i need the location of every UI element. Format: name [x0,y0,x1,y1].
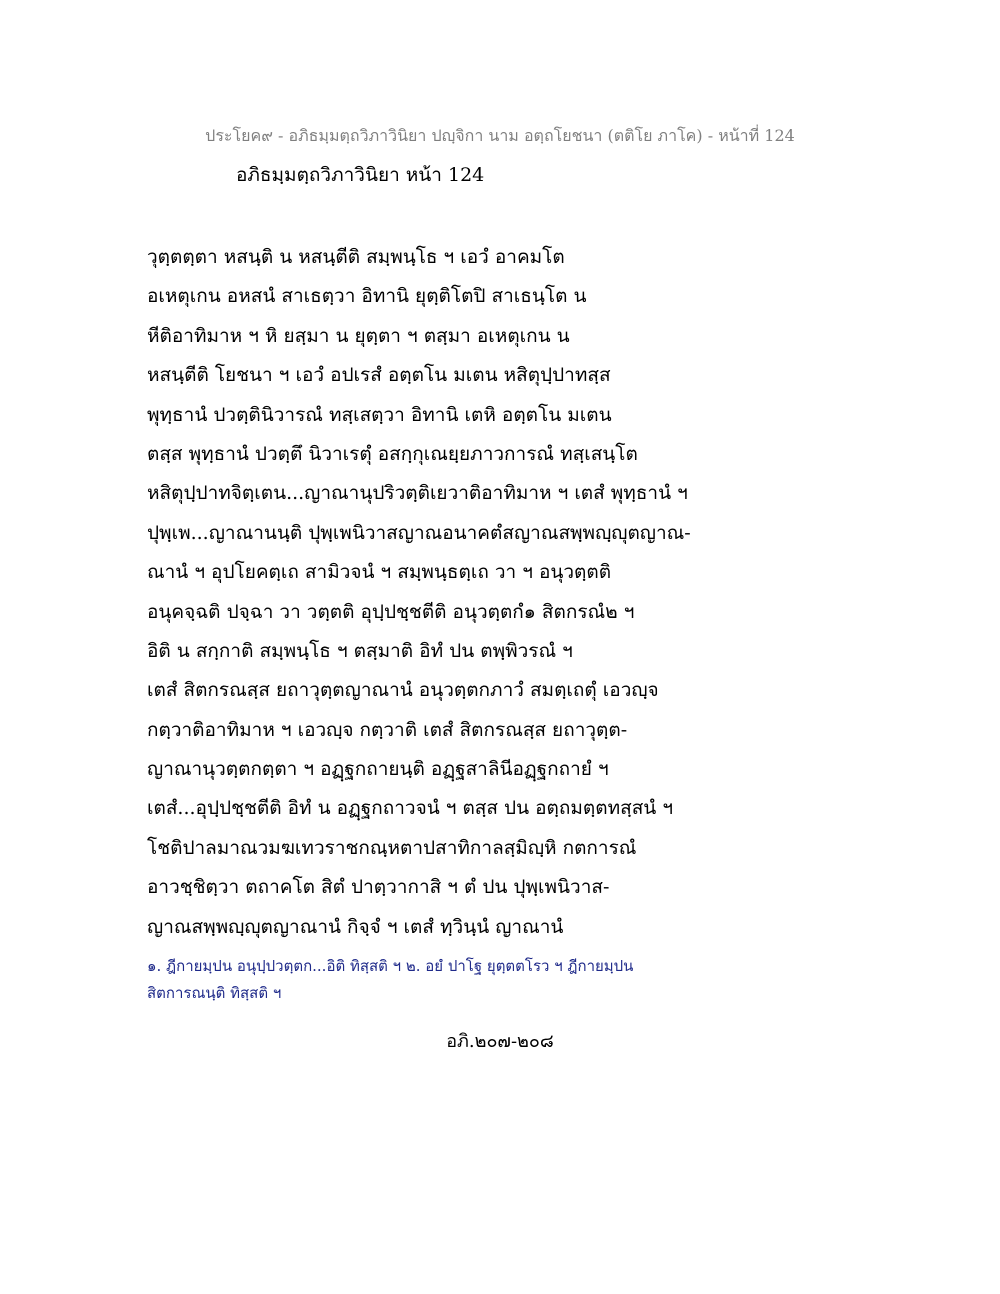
body-line: อเหตุเกน อหสนํ สาเธตฺวา อิทานิ ยุตฺติโตปิ สาเธนฺโต น [147,285,587,308]
body-line: วุตฺตตฺตา หสนฺติ น หสนฺตีติ สมฺพนฺโธ ฯ เอวํ อาคมโต [147,246,565,268]
body-line: โชติปาลมาณวมฆเทวราชกณฺหตาปสาทิกาลสฺมิญฺหิ กตการณํ [147,836,637,859]
body-line: ตสฺส พุทฺธานํ ปวตฺตึ นิวาเรตุํ อสกฺกุเณยฺยภาวการณํ ทสฺเสนฺโต [147,442,638,465]
footnote-line: ๑. ฎีกายมฺปน อนุปฺปวตฺตก...อิติ ทิสฺสติ ฯ ๒. อยํ ปาโฐ ยุตฺตตโรว ฯ ฎีกายมฺปน [147,957,634,975]
running-header: ประโยค๙ - อภิธมฺมตฺถวิภาวินิยา ปญฺจิกา นาม อตฺถโยชนา (ตติโย ภาโค) - หน้าที่ 124 [205,126,795,145]
body-line: อนุคจฺฉติ ปจฺฉา วา วตฺตติ อุปฺปชฺชตีติ อนุวตฺตกํ๑ สิตกรณํ๒ ฯ [147,600,635,623]
body-line: กตฺวาติอาทิมาห ฯ เอวญฺจ กตฺวาติ เตสํ สิตกรณสฺส ยถาวุตฺต- [147,718,628,741]
body-line: เตสํ สิตกรณสฺส ยถาวุตฺตญาณานํ อนุวตฺตกภาวํ สมตฺเถตุํ เอวญฺจ [147,679,659,702]
body-line: ณานํ ฯ อุปโยคตฺเถ สามิวจนํ ฯ สมฺพนฺธตฺเถ วา ฯ อนุวตฺตติ [147,561,612,584]
footnotes [147,953,867,1007]
body-line: พุทฺธานํ ปวตฺตินิวารณํ ทสฺเสตฺวา อิทานิ เตหิ อตฺตโน มเตน [147,403,612,426]
body-line: เตสํ...อุปฺปชฺชตีติ อิทํ น อฏฺฐกถาวจนํ ฯ ตสฺส ปน อตฺถมตฺตทสฺสนํ ฯ [147,797,673,820]
body-line: ญาณสพฺพญฺญุตญาณานํ กิจฺจํ ฯ เตสํ ทฺวินฺนํ ญาณานํ [147,915,564,938]
body-text [147,238,867,947]
body-line: หสนฺตีติ โยชนา ฯ เอวํ อปเรสํ อตฺตโน มเตน หสิตุปฺปาทสฺส [147,364,611,387]
page-title: อภิธมฺมตฺถวิภาวินิยา หน้า 124 [236,164,485,186]
footnote-line: สิตการณนฺติ ทิสฺสติ ฯ [147,984,282,1002]
body-line: อาวชฺชิตฺวา ตถาคโต สิตํ ปาตฺวากาสิ ฯ ตํ ปน ปุพฺเพนิวาส- [147,876,610,899]
body-line: ปุพฺเพ...ญาณานนฺติ ปุพฺเพนิวาสญาณอนาคตํสญาณสพฺพญฺญุตญาณ- [147,521,691,544]
body-line: หสิตุปฺปาทจิตฺเตน...ญาณานุปริวตฺติเยวาติอาทิมาห ฯ เตสํ พุทฺธานํ ฯ [147,482,688,505]
body-line: หีติอาทิมาห ฯ หิ ยสฺมา น ยุตฺตา ฯ ตสฺมา อเหตุเกน น [147,324,570,347]
body-line: ญาณานุวตฺตกตฺตา ฯ อฏฺฐกถายนฺติ อฏฺฐสาลินีอฏฺฐกถายํ ฯ [147,758,609,781]
page-reference: อภิ.๒๐๗-๒๐๘ [446,1031,554,1052]
body-line: อิติ น สกฺกาติ สมฺพนฺโธ ฯ ตสฺมาติ อิทํ ปน ตพฺพิวรณํ ฯ [147,639,573,662]
